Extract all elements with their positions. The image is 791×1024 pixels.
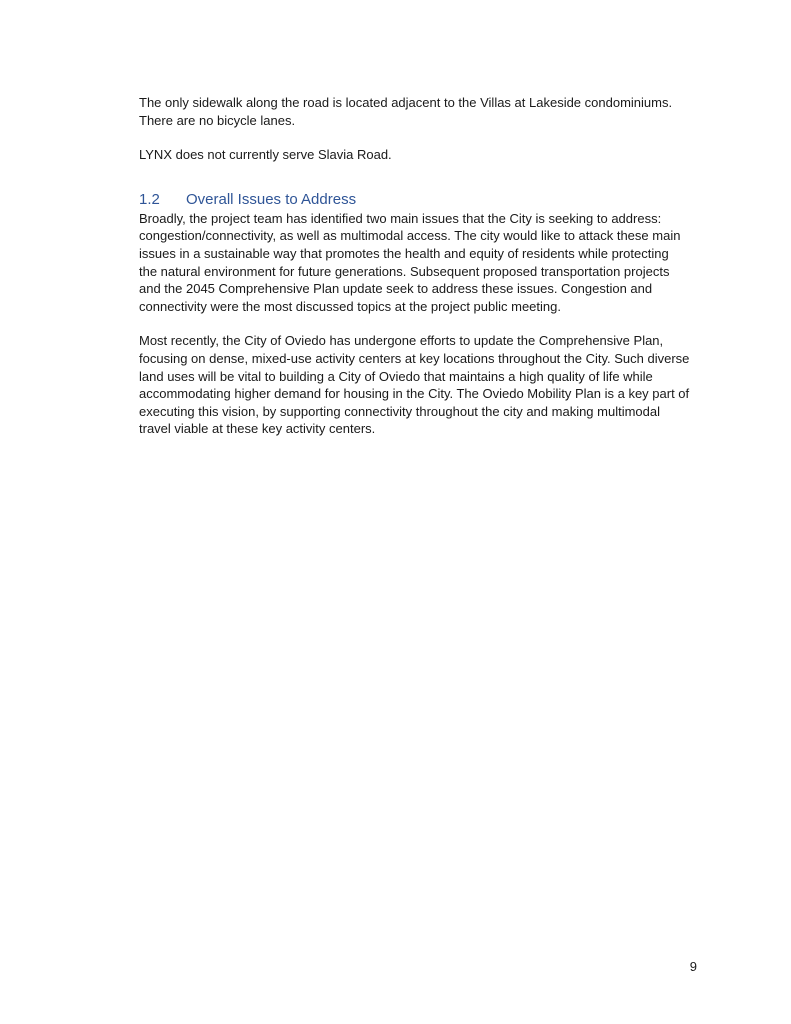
paragraph-issues: Broadly, the project team has identified two main issues that the City is seeking to address: congestion/connectivity, as well as multimodal access. The city would like to attack these main issues in a sustainable way that promotes the health and equity of residents while protecting the natural environment for future generations. Subsequent proposed transportation projects and the 2045 Comprehensive Plan update seek to address these issues. Congestion and connectivity were the most discussed topics at the project public meeting. bbox=[139, 210, 681, 314]
section-number: 1.2 bbox=[139, 190, 160, 208]
paragraph-sidewalk: The only sidewalk along the road is located adjacent to the Villas at Lakeside condominiums. There are no bicycle lanes. bbox=[139, 95, 673, 128]
page-body bbox=[139, 94, 709, 438]
section-heading bbox=[139, 191, 709, 209]
page-number: 9 bbox=[689, 959, 697, 974]
section-spacer bbox=[139, 164, 709, 191]
paragraph-spacer bbox=[139, 315, 709, 332]
paragraph-comprehensive-plan: Most recently, the City of Oviedo has undergone efforts to update the Comprehensive Plan, focusing on dense, mixed-use activity centers at key locations throughout the City. Such diverse land uses will be vital to building a City of Oviedo that maintains a high quality of life while accommodating higher demand for housing in the City. The Oviedo Mobility Plan is a key part of executing this vision, by supporting connectivity throughout the city and making multimodal travel viable at these key activity centers. bbox=[139, 333, 690, 437]
paragraph-lynx: LYNX does not currently serve Slavia Road. bbox=[139, 147, 392, 163]
section-title: Overall Issues to Address bbox=[186, 190, 357, 208]
paragraph-spacer bbox=[139, 129, 709, 146]
